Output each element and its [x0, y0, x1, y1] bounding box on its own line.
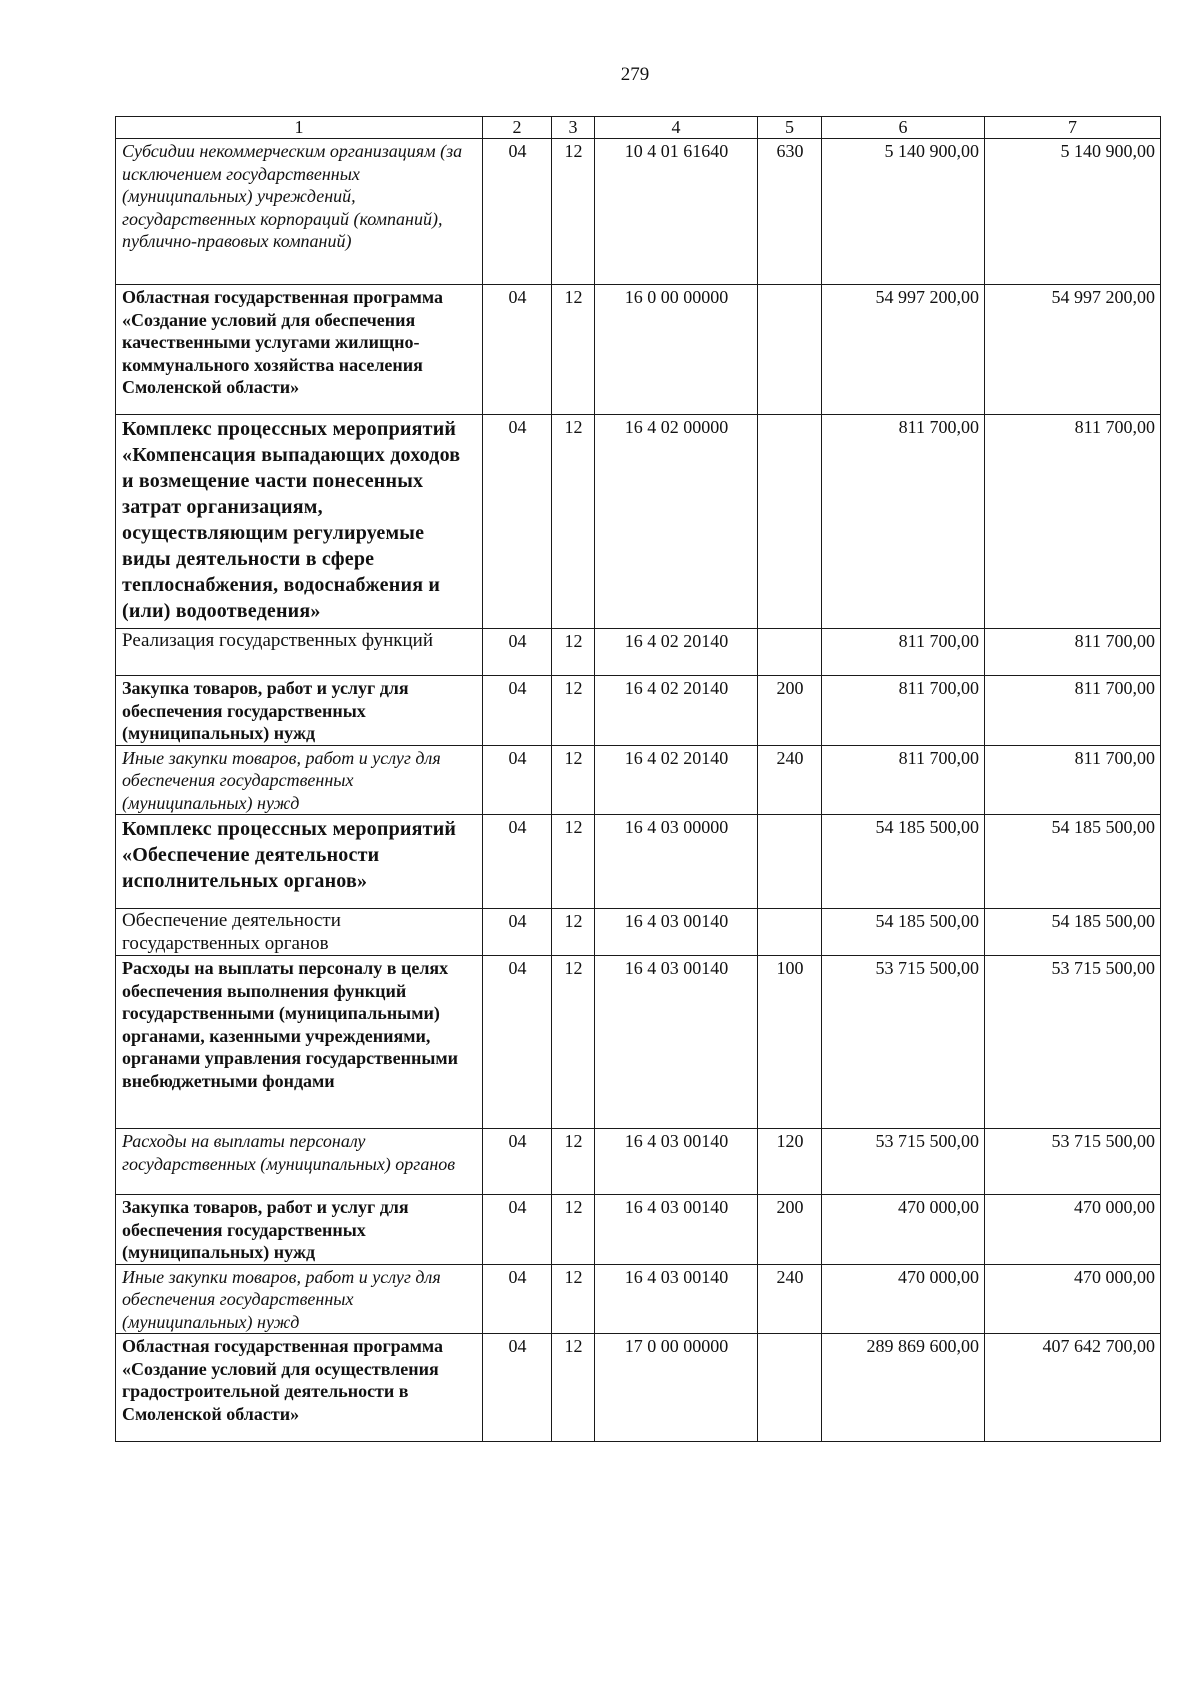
section-code-cell: 04 — [483, 909, 552, 956]
amount-year2-cell: 407 642 700,00 — [985, 1334, 1161, 1442]
amount-year2-cell: 470 000,00 — [985, 1264, 1161, 1334]
row-name-cell: Областная государственная программа «Создание условий для осуществления градостроительной деятельности в Смоленской области» — [116, 1334, 483, 1442]
subsection-code-cell: 12 — [552, 285, 595, 415]
column-header: 5 — [758, 117, 822, 139]
subsection-code-cell: 12 — [552, 815, 595, 909]
amount-year2-cell: 811 700,00 — [985, 676, 1161, 746]
budget-table — [115, 116, 1161, 1442]
target-article-cell: 10 4 01 61640 — [595, 139, 758, 285]
table-row — [116, 629, 1161, 676]
table-row — [116, 1129, 1161, 1195]
subsection-code-cell: 12 — [552, 745, 595, 815]
expense-type-cell: 100 — [758, 956, 822, 1129]
amount-year1-cell: 53 715 500,00 — [822, 956, 985, 1129]
target-article-cell: 16 4 03 00140 — [595, 956, 758, 1129]
section-code-cell: 04 — [483, 139, 552, 285]
section-code-cell: 04 — [483, 629, 552, 676]
row-name-cell: Расходы на выплаты персоналу в целях обеспечения выполнения функций государственными (муниципальными) органами, казенными учреждениями, органами управления государственными внебюджетными фондами — [116, 956, 483, 1129]
amount-year1-cell: 53 715 500,00 — [822, 1129, 985, 1195]
amount-year1-cell: 5 140 900,00 — [822, 139, 985, 285]
amount-year1-cell: 54 185 500,00 — [822, 909, 985, 956]
subsection-code-cell: 12 — [552, 139, 595, 285]
subsection-code-cell: 12 — [552, 1264, 595, 1334]
section-code-cell: 04 — [483, 956, 552, 1129]
section-code-cell: 04 — [483, 285, 552, 415]
amount-year1-cell: 470 000,00 — [822, 1195, 985, 1265]
amount-year1-cell: 811 700,00 — [822, 745, 985, 815]
row-name-cell: Иные закупки товаров, работ и услуг для обеспечения государственных (муниципальных) нужд — [116, 1264, 483, 1334]
section-code-cell: 04 — [483, 415, 552, 629]
column-header: 1 — [116, 117, 483, 139]
target-article-cell: 16 4 02 00000 — [595, 415, 758, 629]
row-name-cell: Закупка товаров, работ и услуг для обеспечения государственных (муниципальных) нужд — [116, 676, 483, 746]
target-article-cell: 16 0 00 00000 — [595, 285, 758, 415]
amount-year2-cell: 811 700,00 — [985, 629, 1161, 676]
expense-type-cell — [758, 1334, 822, 1442]
section-code-cell: 04 — [483, 815, 552, 909]
target-article-cell: 16 4 03 00000 — [595, 815, 758, 909]
amount-year1-cell: 811 700,00 — [822, 676, 985, 746]
amount-year2-cell: 5 140 900,00 — [985, 139, 1161, 285]
row-name-cell: Комплекс процессных мероприятий «Компенсация выпадающих доходов и возмещение части понесенных затрат организациям, осуществляющим регулируемые виды деятельности в сфере теплоснабжения, водоснабжения и (или) водоотведения» — [116, 415, 483, 629]
amount-year1-cell: 289 869 600,00 — [822, 1334, 985, 1442]
expense-type-cell — [758, 285, 822, 415]
expense-type-cell — [758, 909, 822, 956]
amount-year2-cell: 811 700,00 — [985, 415, 1161, 629]
row-name-cell: Комплекс процессных мероприятий «Обеспечение деятельности исполнительных органов» — [116, 815, 483, 909]
column-header: 7 — [985, 117, 1161, 139]
target-article-cell: 16 4 03 00140 — [595, 1129, 758, 1195]
section-code-cell: 04 — [483, 1334, 552, 1442]
amount-year1-cell: 54 997 200,00 — [822, 285, 985, 415]
amount-year1-cell: 470 000,00 — [822, 1264, 985, 1334]
expense-type-cell: 240 — [758, 745, 822, 815]
amount-year2-cell: 54 185 500,00 — [985, 815, 1161, 909]
table-row — [116, 1334, 1161, 1442]
target-article-cell: 16 4 03 00140 — [595, 909, 758, 956]
row-name-cell: Областная государственная программа «Создание условий для обеспечения качественными услугами жилищно-коммунального хозяйства населения Смоленской области» — [116, 285, 483, 415]
subsection-code-cell: 12 — [552, 415, 595, 629]
page-number: 279 — [620, 64, 650, 85]
column-header: 6 — [822, 117, 985, 139]
table-row — [116, 1264, 1161, 1334]
amount-year1-cell: 54 185 500,00 — [822, 815, 985, 909]
target-article-cell: 16 4 02 20140 — [595, 629, 758, 676]
subsection-code-cell: 12 — [552, 909, 595, 956]
subsection-code-cell: 12 — [552, 1129, 595, 1195]
row-name-cell: Расходы на выплаты персоналу государственных (муниципальных) органов — [116, 1129, 483, 1195]
target-article-cell: 17 0 00 00000 — [595, 1334, 758, 1442]
subsection-code-cell: 12 — [552, 1195, 595, 1265]
target-article-cell: 16 4 03 00140 — [595, 1195, 758, 1265]
expense-type-cell: 200 — [758, 676, 822, 746]
table-row — [116, 1195, 1161, 1265]
row-name-cell: Обеспечение деятельности государственных органов — [116, 909, 483, 956]
expense-type-cell: 240 — [758, 1264, 822, 1334]
section-code-cell: 04 — [483, 1195, 552, 1265]
column-header: 4 — [595, 117, 758, 139]
target-article-cell: 16 4 02 20140 — [595, 676, 758, 746]
table-row — [116, 285, 1161, 415]
table-row — [116, 139, 1161, 285]
column-header: 3 — [552, 117, 595, 139]
row-name-cell: Иные закупки товаров, работ и услуг для обеспечения государственных (муниципальных) нужд — [116, 745, 483, 815]
table-row — [116, 815, 1161, 909]
amount-year2-cell: 53 715 500,00 — [985, 1129, 1161, 1195]
amount-year2-cell: 53 715 500,00 — [985, 956, 1161, 1129]
table-row — [116, 676, 1161, 746]
header-row — [116, 117, 1161, 139]
target-article-cell: 16 4 02 20140 — [595, 745, 758, 815]
section-code-cell: 04 — [483, 1129, 552, 1195]
table-row — [116, 956, 1161, 1129]
expense-type-cell — [758, 815, 822, 909]
row-name-cell: Закупка товаров, работ и услуг для обеспечения государственных (муниципальных) нужд — [116, 1195, 483, 1265]
table-row — [116, 745, 1161, 815]
target-article-cell: 16 4 03 00140 — [595, 1264, 758, 1334]
expense-type-cell: 120 — [758, 1129, 822, 1195]
amount-year2-cell: 54 997 200,00 — [985, 285, 1161, 415]
row-name-cell: Субсидии некоммерческим организациям (за исключением государственных (муниципальных) учреждений, государственных корпораций (компаний), публично-правовых компаний) — [116, 139, 483, 285]
amount-year2-cell: 811 700,00 — [985, 745, 1161, 815]
amount-year1-cell: 811 700,00 — [822, 629, 985, 676]
subsection-code-cell: 12 — [552, 1334, 595, 1442]
amount-year2-cell: 470 000,00 — [985, 1195, 1161, 1265]
section-code-cell: 04 — [483, 745, 552, 815]
subsection-code-cell: 12 — [552, 629, 595, 676]
expense-type-cell: 630 — [758, 139, 822, 285]
row-name-cell: Реализация государственных функций — [116, 629, 483, 676]
expense-type-cell: 200 — [758, 1195, 822, 1265]
column-header: 2 — [483, 117, 552, 139]
table-row — [116, 909, 1161, 956]
section-code-cell: 04 — [483, 676, 552, 746]
amount-year1-cell: 811 700,00 — [822, 415, 985, 629]
table-row — [116, 415, 1161, 629]
expense-type-cell — [758, 415, 822, 629]
subsection-code-cell: 12 — [552, 676, 595, 746]
subsection-code-cell: 12 — [552, 956, 595, 1129]
expense-type-cell — [758, 629, 822, 676]
amount-year2-cell: 54 185 500,00 — [985, 909, 1161, 956]
section-code-cell: 04 — [483, 1264, 552, 1334]
